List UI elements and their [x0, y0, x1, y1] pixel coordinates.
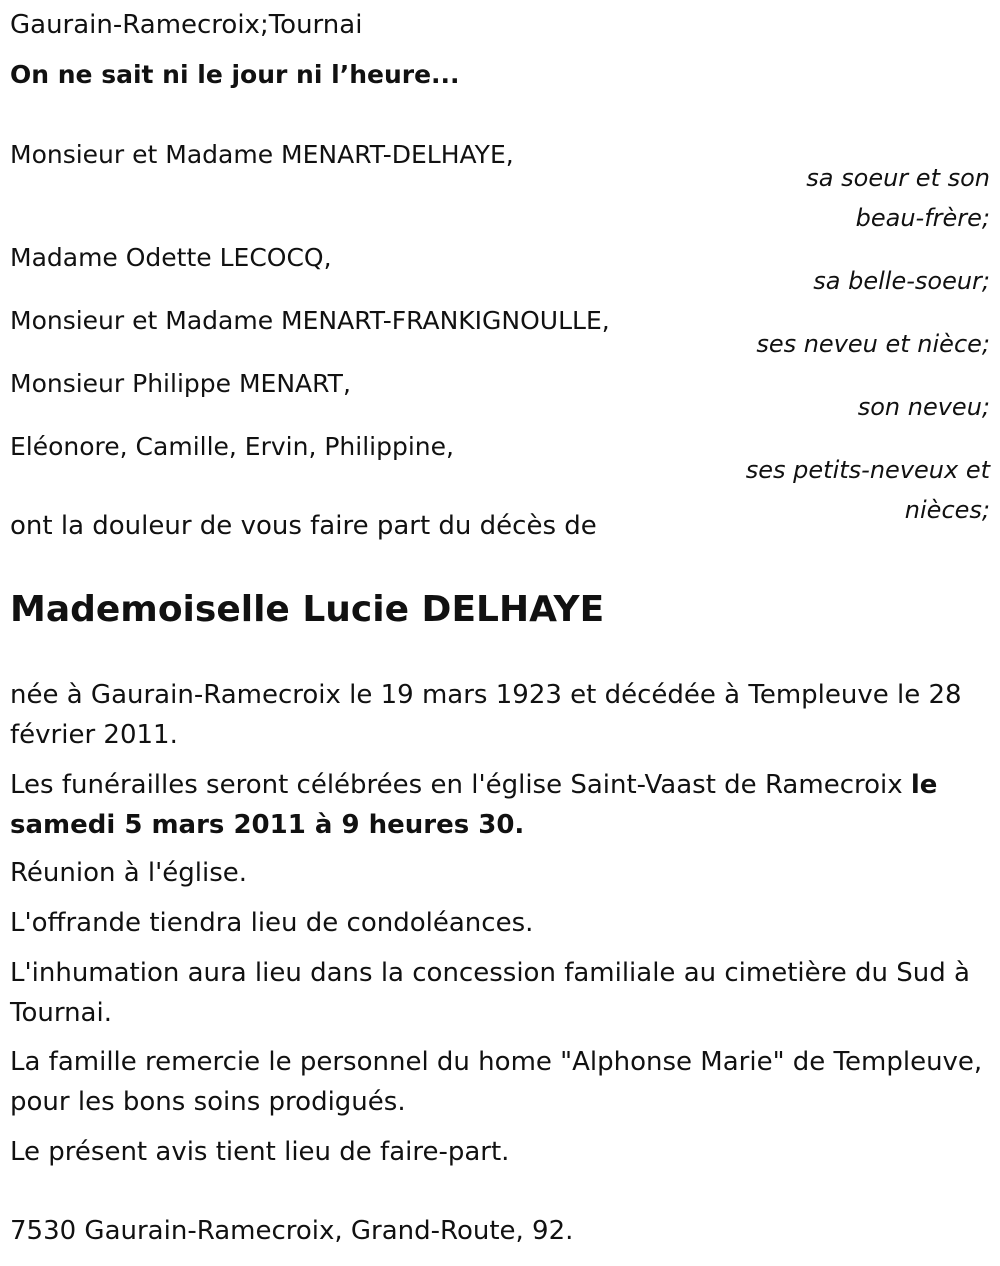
family-member-name: Monsieur et Madame MENART-FRANKIGNOULLE,: [10, 306, 610, 335]
family-relation: ses petits-neveux et: [745, 456, 990, 484]
family-relation: sa belle-soeur;: [813, 267, 990, 295]
place-header: Gaurain-Ramecroix;Tournai: [10, 10, 363, 40]
family-relation: ses neveu et nièce;: [756, 330, 990, 358]
family-relation: sa soeur et son: [806, 164, 990, 192]
announcement: ont la douleur de vous faire part du décès de: [10, 511, 597, 541]
burial-text: L'inhumation aura lieu dans la concession familiale au cimetière du Sud à Tournai.: [10, 958, 970, 1028]
thanks-text: La famille remercie le personnel du home "Alphonse Marie" de Templeuve, pour les bons soins prodigués.: [10, 1047, 983, 1117]
family-relation-continued: nièces;: [904, 496, 990, 524]
funeral-date: le samedi 5 mars 2011 à 9 heures 30.: [10, 770, 938, 840]
notice-text: Le présent avis tient lieu de faire-part.: [10, 1137, 510, 1167]
funeral-text: [10, 765, 985, 845]
family-member-name: Monsieur Philippe MENART,: [10, 369, 351, 398]
motto: On ne sait ni le jour ni l’heure...: [10, 60, 460, 89]
birth-death-text: née à Gaurain-Ramecroix le 19 mars 1923 et décédée à Templeuve le 28 février 2011.: [10, 680, 962, 750]
family-relation: son neveu;: [857, 393, 990, 421]
family-relation-continued: beau-frère;: [855, 204, 990, 232]
funeral-intro: Les funérailles seront célébrées en l'église Saint-Vaast de Ramecroix: [10, 770, 911, 800]
meeting-text: Réunion à l'église.: [10, 858, 248, 888]
family-member-name: Madame Odette LECOCQ,: [10, 243, 332, 272]
family-member-name: Eléonore, Camille, Ervin, Philippine,: [10, 432, 454, 461]
offering-text: L'offrande tiendra lieu de condoléances.: [10, 908, 534, 938]
deceased-name: Mademoiselle Lucie DELHAYE: [10, 589, 605, 630]
address: 7530 Gaurain-Ramecroix, Grand-Route, 92.: [10, 1216, 574, 1246]
family-member-name: Monsieur et Madame MENART-DELHAYE,: [10, 140, 514, 169]
